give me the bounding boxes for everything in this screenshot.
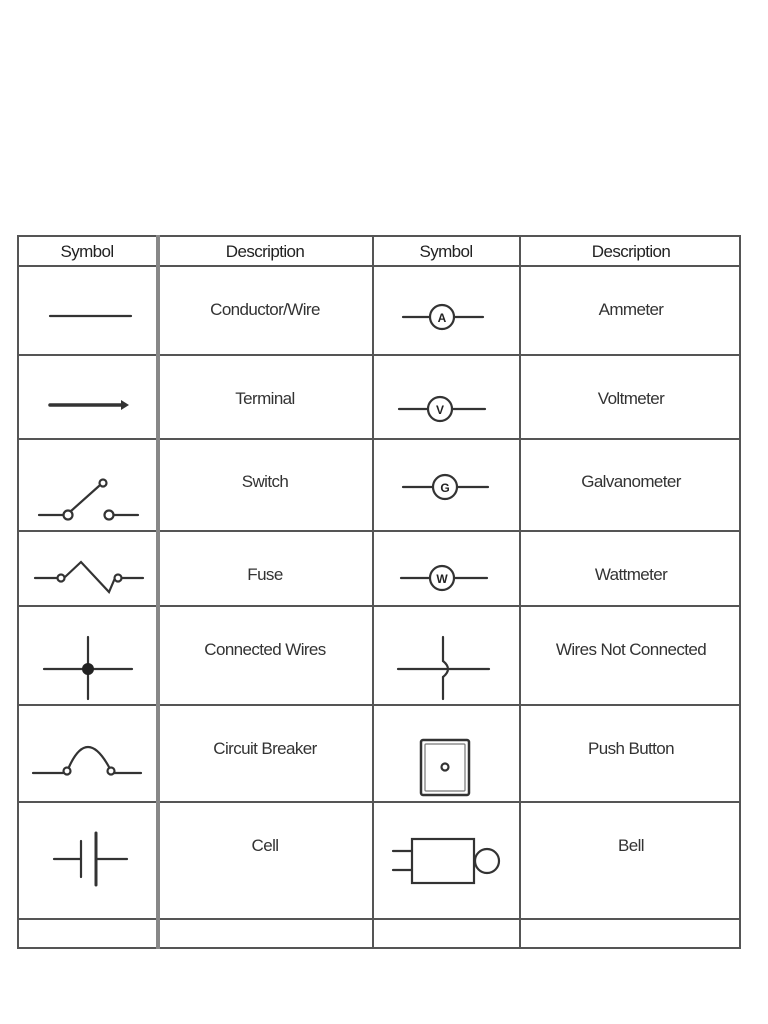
circuit-breaker-symbol-icon (33, 747, 141, 775)
terminal-symbol-icon (50, 400, 129, 410)
switch-symbol-icon (39, 480, 138, 520)
connected-wires-symbol-icon (44, 637, 132, 699)
header-description-right: Description (591, 242, 671, 261)
header-symbol-left: Symbol (60, 242, 114, 261)
label-connected-wires: Connected Wires (204, 640, 326, 659)
label-cell: Cell (251, 836, 279, 855)
ammeter-glyph: A (437, 311, 447, 325)
label-fuse: Fuse (247, 565, 283, 584)
header-symbol-right: Symbol (419, 242, 473, 261)
voltmeter-glyph: V (435, 403, 445, 417)
label-wattmeter: Wattmeter (594, 565, 668, 584)
label-bell: Bell (618, 836, 644, 855)
label-circuit-breaker: Circuit Breaker (213, 739, 317, 758)
cell-symbol-icon (54, 833, 127, 885)
label-terminal: Terminal (235, 389, 295, 408)
bell-symbol-icon (393, 839, 499, 883)
label-ammeter: Ammeter (598, 300, 664, 319)
meter-glyphs (436, 311, 450, 586)
table-header (60, 242, 670, 261)
label-wires-not-connected: Wires Not Connected (555, 640, 707, 659)
label-conductor-wire: Conductor/Wire (210, 300, 320, 319)
push-button-symbol-icon (421, 740, 469, 795)
label-push-button: Push Button (587, 739, 675, 758)
label-galvanometer: Galvanometer (581, 472, 681, 491)
wattmeter-glyph: W (436, 572, 448, 586)
electrical-symbols-table (17, 235, 741, 949)
header-description-left: Description (225, 242, 305, 261)
label-voltmeter: Voltmeter (597, 389, 665, 408)
fuse-symbol-icon (35, 562, 143, 592)
label-switch: Switch (241, 472, 289, 491)
wires-not-connected-symbol-icon (398, 637, 489, 699)
galvanometer-glyph: G (440, 481, 450, 495)
